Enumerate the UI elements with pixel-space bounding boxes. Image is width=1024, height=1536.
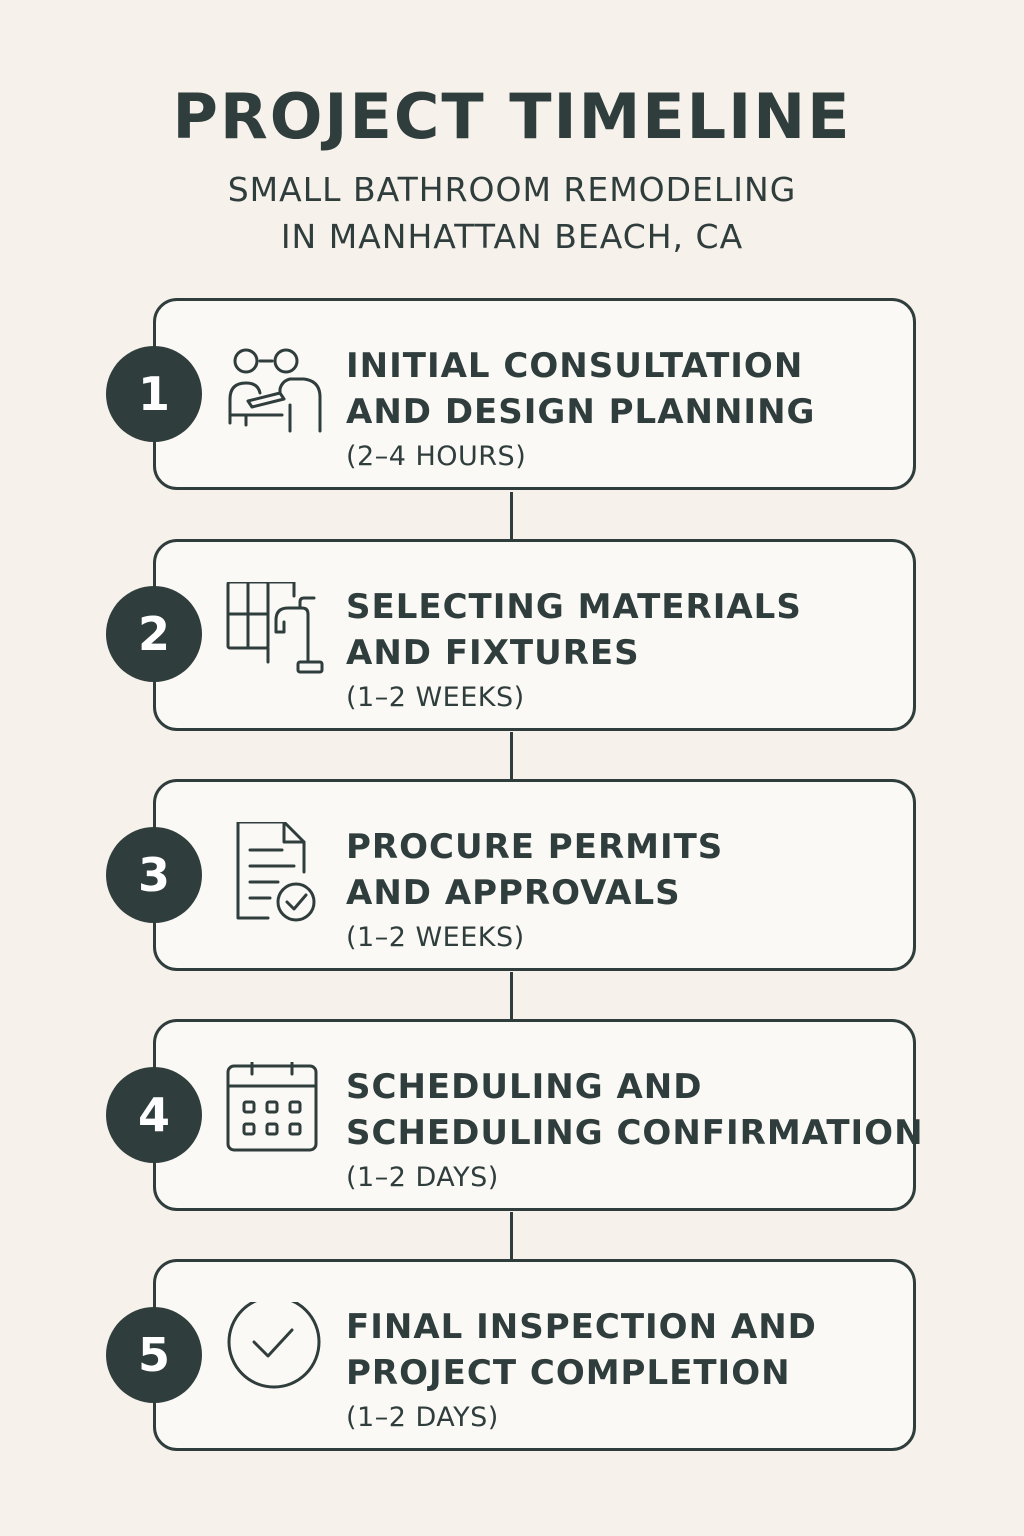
timeline-connector [510, 492, 513, 539]
step-duration: (1–2 WEEKS) [346, 682, 525, 713]
step-title-line-1: INITIAL CONSULTATION [346, 346, 804, 386]
step-title-line-2: AND APPROVALS [346, 873, 681, 913]
step-text-3 [346, 824, 893, 960]
page-title: PROJECT TIMELINE [172, 80, 852, 153]
step-title-line-2: SCHEDULING CONFIRMATION [346, 1113, 924, 1153]
tile-faucet-icon [224, 582, 324, 682]
step-duration: (1–2 WEEKS) [346, 922, 525, 953]
step-title-line-1: SELECTING MATERIALS [346, 587, 802, 627]
step-number-badge-5: 5 [106, 1307, 202, 1403]
step-card-4 [153, 1019, 924, 1211]
step-number-badge-3: 3 [106, 827, 202, 923]
timeline-connector [510, 1212, 513, 1259]
step-text-2 [346, 584, 893, 720]
document-check-icon [224, 822, 324, 922]
step-card-1 [153, 298, 916, 490]
consultation-icon [224, 341, 324, 441]
step-title-line-1: FINAL INSPECTION AND [346, 1307, 817, 1347]
step-number-badge-2: 2 [106, 586, 202, 682]
step-number-badge-4: 4 [106, 1067, 202, 1163]
step-title-line-1: PROCURE PERMITS [346, 827, 724, 867]
step-text-5 [346, 1304, 893, 1440]
step-card-3 [153, 779, 916, 971]
step-duration: (2–4 HOURS) [346, 441, 527, 472]
step-number-badge-1: 1 [106, 346, 202, 442]
check-circle-icon [224, 1302, 324, 1402]
step-card-5 [153, 1259, 916, 1451]
timeline-connector [510, 972, 513, 1019]
timeline-connector [510, 732, 513, 779]
subtitle-line-2: IN MANHATTAN BEACH, CA [280, 217, 744, 256]
step-card-2 [153, 539, 916, 731]
calendar-icon [224, 1062, 324, 1162]
step-duration: (1–2 DAYS) [346, 1162, 499, 1193]
step-title-line-2: PROJECT COMPLETION [346, 1353, 791, 1393]
step-text-4 [346, 1064, 924, 1200]
page-subtitle [0, 166, 1024, 260]
step-title-line-1: SCHEDULING AND [346, 1067, 703, 1107]
step-title-line-2: AND DESIGN PLANNING [346, 392, 816, 432]
step-text-1 [346, 343, 893, 479]
step-duration: (1–2 DAYS) [346, 1402, 499, 1433]
step-title-line-2: AND FIXTURES [346, 633, 640, 673]
subtitle-line-1: SMALL BATHROOM REMODELING [227, 170, 797, 209]
